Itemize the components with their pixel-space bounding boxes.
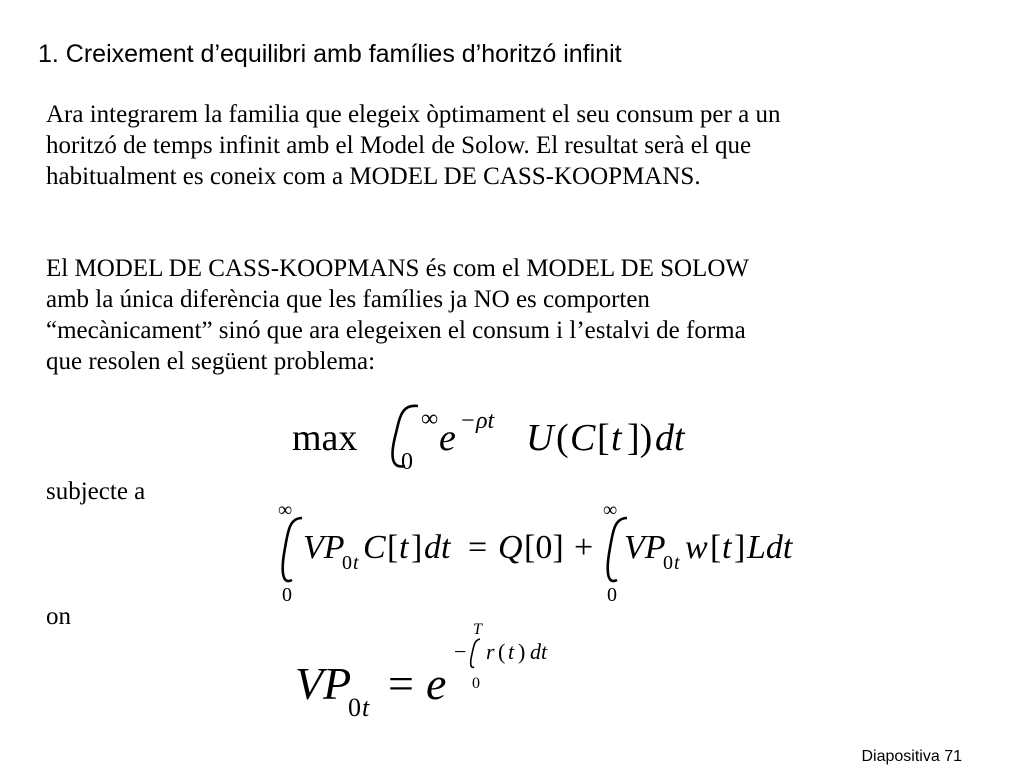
objective-equation	[280, 398, 720, 476]
svg-text:0: 0	[607, 584, 617, 606]
svg-text:t: t	[674, 552, 680, 574]
svg-text:∞: ∞	[421, 406, 439, 432]
constraint-equation	[270, 498, 815, 606]
svg-text:t: t	[362, 693, 370, 722]
svg-text:+: +	[574, 529, 594, 566]
svg-text:−: −	[461, 408, 475, 434]
svg-text:VP: VP	[624, 529, 666, 566]
svg-text:(: (	[556, 417, 569, 459]
svg-text:U: U	[526, 417, 554, 459]
svg-text:0: 0	[663, 552, 673, 574]
slide-number: Diapositiva 71	[861, 748, 962, 765]
svg-text:dt: dt	[655, 417, 685, 459]
svg-text:]): ])	[627, 417, 653, 459]
model-paragraph	[46, 253, 986, 377]
svg-text:0: 0	[472, 675, 480, 692]
svg-text:Q: Q	[498, 529, 523, 566]
discount-equation	[290, 612, 590, 724]
svg-text:t: t	[611, 417, 622, 459]
svg-text:ρt: ρt	[476, 408, 495, 434]
svg-text:(: (	[498, 639, 506, 664]
svg-text:dt: dt	[530, 639, 548, 664]
svg-text:Ldt: Ldt	[747, 529, 793, 566]
model-line: que resolen el següent problema:	[46, 348, 376, 375]
svg-text:VP: VP	[295, 658, 352, 709]
on-label: on	[46, 603, 71, 630]
svg-text:=: =	[468, 529, 488, 566]
svg-text:VP: VP	[303, 529, 345, 566]
model-line: amb la única diferència que les famílies ja NO es comporten	[46, 286, 650, 313]
svg-text:0: 0	[342, 552, 352, 574]
svg-text:): )	[518, 639, 526, 664]
svg-text:]: ]	[411, 529, 423, 566]
svg-text:r: r	[486, 639, 495, 664]
subject-label: subjecte a	[46, 478, 146, 505]
svg-text:dt: dt	[424, 529, 451, 566]
intro-line: Ara integrarem la familia que elegeix òptimament el seu consum per a un	[46, 101, 781, 128]
svg-text:e: e	[439, 417, 456, 459]
svg-text:T: T	[473, 621, 482, 638]
svg-text:[0]: [0]	[524, 529, 564, 566]
svg-text:0: 0	[282, 584, 292, 606]
svg-text:0: 0	[348, 693, 361, 722]
svg-text:[: [	[597, 417, 610, 459]
svg-text:w: w	[685, 529, 708, 566]
svg-text:0: 0	[401, 449, 413, 475]
model-line: El MODEL DE CASS-KOOPMANS és com el MODEL DE SOLOW	[46, 255, 749, 282]
svg-text:[: [	[710, 529, 722, 566]
svg-text:−: −	[454, 639, 467, 664]
svg-text:C: C	[570, 417, 596, 459]
svg-text:=: =	[388, 658, 414, 709]
slide-title: 1. Creixement d’equilibri amb famílies d’horitzó infinit	[38, 40, 622, 68]
svg-text:[: [	[387, 529, 399, 566]
svg-text:t: t	[399, 529, 409, 566]
intro-line: horitzó de temps infinit amb el Model de Solow. El resultat serà el que	[46, 132, 752, 159]
intro-line: habitualment es coneix com a MODEL DE CASS-KOOPMANS.	[46, 163, 701, 190]
svg-text:t: t	[722, 529, 732, 566]
model-line: “mecànicament” sinó que ara elegeixen el consum i l’estalvi de forma	[46, 317, 746, 344]
svg-text:∞: ∞	[603, 499, 618, 521]
svg-text:∞: ∞	[278, 499, 293, 521]
svg-text:t: t	[353, 552, 359, 574]
svg-text:e: e	[426, 658, 447, 709]
svg-text:C: C	[363, 529, 386, 566]
intro-paragraph	[46, 99, 986, 192]
svg-text:t: t	[508, 639, 515, 664]
svg-text:max: max	[292, 417, 358, 459]
svg-text:]: ]	[734, 529, 746, 566]
